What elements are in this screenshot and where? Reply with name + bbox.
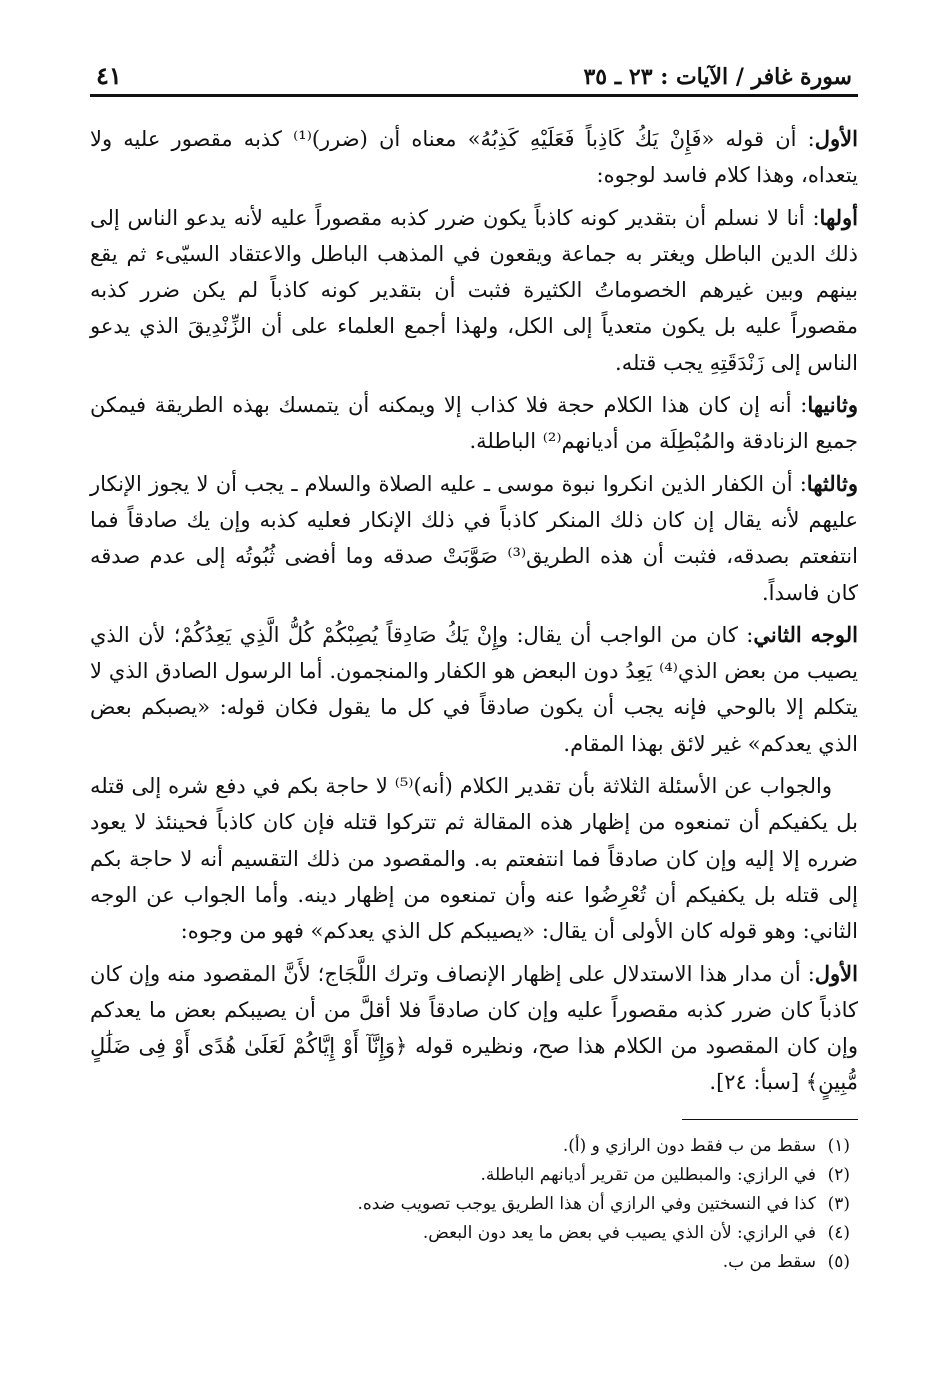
footnote-number: (٣) bbox=[827, 1193, 850, 1214]
paragraph bbox=[90, 956, 858, 1101]
paragraph bbox=[90, 768, 858, 949]
footnote-text: سقط من ب فقط دون الرازي و (أ). bbox=[562, 1135, 816, 1156]
footnote-text: في الرازي: لأن الذي يصيب في بعض ما يعد دون البعض. bbox=[422, 1222, 816, 1243]
footnote-divider bbox=[682, 1119, 858, 1120]
paragraph bbox=[90, 387, 858, 460]
paragraph-text: : أن الكفار الذين انكروا نبوة موسى ـ عليه الصلاة والسلام ـ يجب أن لا يجوز الإنكار عليهم لأنه يقال إن كان ذلك المنكر كاذباً في ذلك الإنكار فعليه كذبه وإن يك صادقاً فما انتفعتم بصدقه، فثبت أن هذه الطريق⁽³⁾ صَوَّبَتْ صدقه وما أفضى ثُبُوتُه إلى عدم صدقه كان فاسداً. bbox=[90, 471, 858, 605]
footnote-number: (٢) bbox=[827, 1164, 850, 1185]
footnote bbox=[90, 1190, 858, 1219]
footnote bbox=[90, 1248, 858, 1277]
footnote-number: (٤) bbox=[827, 1222, 850, 1243]
paragraph bbox=[90, 200, 858, 381]
paragraph-lead: الأول bbox=[814, 960, 858, 986]
footnote-text: سقط من ب. bbox=[722, 1251, 816, 1272]
paragraph-text: : كان من الواجب أن يقال: وإِنْ يَكُ صَادِقاً يُصِبْكُمْ كُلُّ الَّذِي يَعِدُكُمْ؛ لأن الذي يصيب من بعض الذي⁽⁴⁾ يَعِدُ دون البعض هو الكفار والمنجمون. أما الرسول الصادق الذي لا يتكلم إلا بالوحي فإنه يجب أن يكون صادقاً في كل ما يقول فكان قوله: «يصبكم بعض الذي يعدكم» غير لائق بهذا المقام. bbox=[90, 622, 858, 756]
paragraph-text: : أن مدار هذا الاستدلال على إظهار الإنصاف وترك اللَّجَاج؛ لأَنَّ المقصود منه وإن كان كاذباً كان ضرر كذبه مقصوراً عليه وإن كان صادقاً فلا أقلَّ من أن يصيبكم بعض ما يعدكم وإن كان المقصود من الكلام هذا صح، ونظيره قوله ﴿وَإِنَّآ أَوْ إِيَّاكُمْ لَعَلَىٰ هُدًى أَوْ فِى ضَلَٰلٍ مُّبِينٍ﴾ [سبأ: ٢٤]. bbox=[90, 961, 858, 1095]
paragraph bbox=[90, 617, 858, 762]
footnote bbox=[90, 1132, 858, 1161]
paragraph-lead: وثالثها bbox=[806, 470, 858, 496]
footnote bbox=[90, 1161, 858, 1190]
paragraph-text: : أن قوله «فَإِنْ يَكُ كَاذِباً فَعَلَيْهِ كَذِبُهُ» معناه أن (ضرر)⁽¹⁾ كذبه مقصور عليه ولا يتعداه، وهذا كلام فاسد لوجوه: bbox=[90, 127, 858, 188]
paragraph-text: : أنه إن كان هذا الكلام حجة فلا كذاب إلا ويمكنه أن يتمسك بهذه الطريقة فيمكن جميع الزنادقة والمُبْطِلَة من أديانهم⁽²⁾ الباطلة. bbox=[90, 393, 858, 454]
paragraph-lead: الوجه الثاني bbox=[753, 621, 858, 647]
paragraph bbox=[90, 466, 858, 611]
footnote bbox=[90, 1219, 858, 1248]
surah-title: سورة غافر / الآيات : ٢٣ ـ ٣٥ bbox=[583, 64, 852, 90]
paragraph-lead: الأول bbox=[814, 126, 858, 151]
page-number: ٤١ bbox=[96, 61, 122, 90]
main-text bbox=[90, 121, 858, 1101]
footnote-number: (١) bbox=[827, 1135, 850, 1156]
footnote-text: كذا في النسختين وفي الرازي أن هذا الطريق يوجب تصويب ضده. bbox=[357, 1193, 816, 1214]
paragraph-text: : أنا لا نسلم أن بتقدير كونه كاذباً يكون ضرر كذبه مقصوراً عليه لأنه يدعو الناس إلى ذلك الدين الباطل ويغتر به جماعة ويقعون في المذهب الباطل والاعتقاد السيّىء ثم يقع بينهم وبين غيرهم الخصوماتُ الكثيرة فثبت أن بتقدير كونه كاذباً لم يكن ضرر كذبه مقصوراً عليه بل يكون متعدياً إلى الكل، ولهذا أجمع العلماء على أن الزِّنْدِيقَ الذي يدعو الناس إلى زَنْدَقَتِهِ يجب قتله. bbox=[90, 205, 858, 375]
footnote-number: (٥) bbox=[827, 1251, 850, 1272]
running-header bbox=[90, 54, 858, 97]
footnote-text: في الرازي: والمبطلين من تقرير أديانهم الباطلة. bbox=[480, 1164, 816, 1185]
paragraph bbox=[90, 121, 858, 194]
paragraph-lead: أولها bbox=[819, 204, 858, 230]
paragraph-text: والجواب عن الأسئلة الثلاثة بأن تقدير الكلام (أنه)⁽⁵⁾ لا حاجة بكم في دفع شره إلى قتله بل يكفيكم أن تمنعوه من إظهار هذه المقالة ثم تتركوا قتله فإن كان كاذباً فحينئذ لا يعود ضرره إلا إليه وإن كان صادقاً فما انتفعتم به. والمقصود من ذلك التقسيم أنه لا حاجة بكم إلى قتله بل يكفيكم أن تُعْرِضُوا عنه وأن تمنعوه من إظهار دينه. وأما الجواب عن الوجه الثاني: وهو قوله كان الأولى أن يقال: «يصيبكم كل الذي يعدكم» فهو من وجوه: bbox=[90, 774, 858, 944]
footnotes bbox=[90, 1119, 858, 1277]
paragraph-lead: وثانيها bbox=[807, 392, 858, 418]
